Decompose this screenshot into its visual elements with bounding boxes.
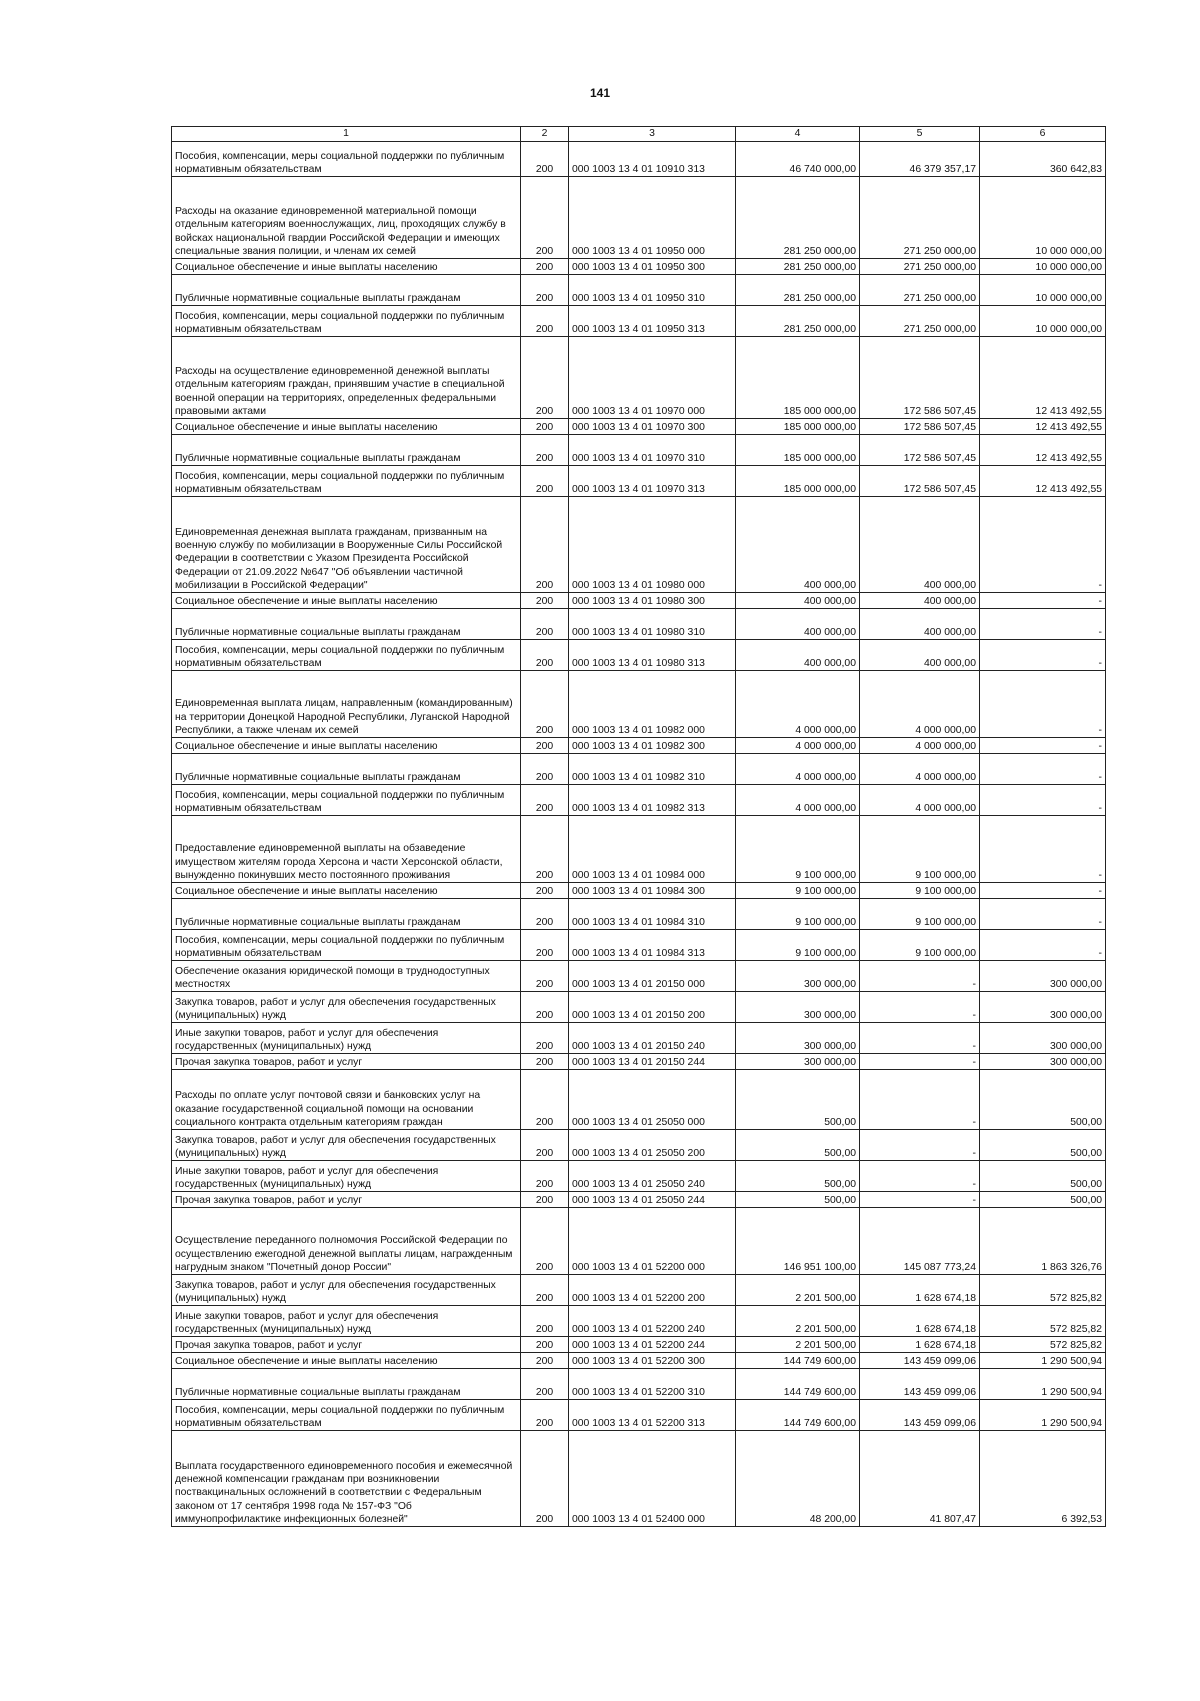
row-value-col6: 10 000 000,00: [980, 177, 1106, 259]
row-value-col5: -: [860, 1054, 980, 1070]
row-value-col5: 1 628 674,18: [860, 1337, 980, 1353]
row-value-col4: 9 100 000,00: [736, 883, 860, 899]
table-row: [172, 497, 1106, 593]
row-value-col4: 4 000 000,00: [736, 671, 860, 738]
table-row: [172, 883, 1106, 899]
row-budget-code: 000 1003 13 4 01 52200 200: [569, 1275, 736, 1306]
table-row: [172, 1431, 1106, 1527]
row-value-col4: 2 201 500,00: [736, 1275, 860, 1306]
row-budget-code: 000 1003 13 4 01 10984 313: [569, 930, 736, 961]
row-value-col4: 185 000 000,00: [736, 419, 860, 435]
row-value-col6: 10 000 000,00: [980, 306, 1106, 337]
row-admin-code: 200: [521, 1054, 569, 1070]
column-header-3: 3: [569, 127, 736, 142]
row-value-col6: -: [980, 593, 1106, 609]
row-value-col6: 12 413 492,55: [980, 419, 1106, 435]
row-budget-code: 000 1003 13 4 01 10970 300: [569, 419, 736, 435]
row-admin-code: 200: [521, 1208, 569, 1275]
row-value-col5: -: [860, 1023, 980, 1054]
row-value-col6: 10 000 000,00: [980, 275, 1106, 306]
row-admin-code: 200: [521, 337, 569, 419]
row-budget-code: 000 1003 13 4 01 10984 000: [569, 816, 736, 883]
row-name: Осуществление переданного полномочия Российской Федерации по осуществлению ежегодной денежной выплаты лицам, награжденным нагрудным знаком "Почетный донор России": [172, 1208, 521, 1275]
row-name: Публичные нормативные социальные выплаты гражданам: [172, 754, 521, 785]
row-value-col5: 9 100 000,00: [860, 930, 980, 961]
row-value-col6: -: [980, 671, 1106, 738]
row-value-col4: 500,00: [736, 1161, 860, 1192]
row-value-col5: 143 459 099,06: [860, 1400, 980, 1431]
row-budget-code: 000 1003 13 4 01 10980 000: [569, 497, 736, 593]
table-row: [172, 419, 1106, 435]
row-value-col5: 4 000 000,00: [860, 738, 980, 754]
row-admin-code: 200: [521, 259, 569, 275]
row-value-col6: 572 825,82: [980, 1306, 1106, 1337]
row-value-col4: 300 000,00: [736, 992, 860, 1023]
row-name: Расходы на оказание единовременной материальной помощи отдельным категориям военнослужащих, лиц, проходящих службу в войсках национальной гвардии Российской Федерации и имеющих специальные звания полиции, и членам их семей: [172, 177, 521, 259]
row-value-col6: -: [980, 785, 1106, 816]
row-name: Закупка товаров, работ и услуг для обеспечения государственных (муниципальных) нужд: [172, 1275, 521, 1306]
row-admin-code: 200: [521, 497, 569, 593]
row-value-col4: 9 100 000,00: [736, 816, 860, 883]
row-value-col4: 300 000,00: [736, 1023, 860, 1054]
row-value-col4: 4 000 000,00: [736, 785, 860, 816]
row-admin-code: 200: [521, 883, 569, 899]
row-budget-code: 000 1003 13 4 01 52200 244: [569, 1337, 736, 1353]
row-value-col6: 1 290 500,94: [980, 1400, 1106, 1431]
row-value-col5: 271 250 000,00: [860, 275, 980, 306]
table-row: [172, 1306, 1106, 1337]
row-budget-code: 000 1003 13 4 01 10950 313: [569, 306, 736, 337]
table-row: [172, 1161, 1106, 1192]
table-row: [172, 1023, 1106, 1054]
row-value-col5: 145 087 773,24: [860, 1208, 980, 1275]
row-value-col5: 4 000 000,00: [860, 785, 980, 816]
row-value-col6: 6 392,53: [980, 1431, 1106, 1527]
row-admin-code: 200: [521, 785, 569, 816]
row-name: Пособия, компенсации, меры социальной поддержки по публичным нормативным обязательствам: [172, 785, 521, 816]
row-admin-code: 200: [521, 738, 569, 754]
table-row: [172, 1070, 1106, 1130]
table-row: [172, 177, 1106, 259]
row-name: Социальное обеспечение и иные выплаты населению: [172, 593, 521, 609]
row-admin-code: 200: [521, 640, 569, 671]
budget-table: [171, 126, 1106, 1527]
row-budget-code: 000 1003 13 4 01 10970 310: [569, 435, 736, 466]
row-admin-code: 200: [521, 142, 569, 177]
row-value-col6: 10 000 000,00: [980, 259, 1106, 275]
row-admin-code: 200: [521, 275, 569, 306]
row-name: Расходы на осуществление единовременной денежной выплаты отдельным категориям граждан, принявшим участие в специальной военной операции на территориях, определенных федеральными правовыми актами: [172, 337, 521, 419]
table-row: [172, 466, 1106, 497]
row-admin-code: 200: [521, 1431, 569, 1527]
row-admin-code: 200: [521, 609, 569, 640]
row-admin-code: 200: [521, 961, 569, 992]
column-header-4: 4: [736, 127, 860, 142]
row-admin-code: 200: [521, 899, 569, 930]
row-value-col4: 400 000,00: [736, 640, 860, 671]
row-value-col5: 9 100 000,00: [860, 816, 980, 883]
row-value-col4: 4 000 000,00: [736, 738, 860, 754]
row-value-col6: 300 000,00: [980, 1054, 1106, 1070]
row-name: Прочая закупка товаров, работ и услуг: [172, 1054, 521, 1070]
row-value-col5: 41 807,47: [860, 1431, 980, 1527]
row-budget-code: 000 1003 13 4 01 25050 244: [569, 1192, 736, 1208]
row-value-col4: 2 201 500,00: [736, 1337, 860, 1353]
row-value-col6: -: [980, 609, 1106, 640]
row-admin-code: 200: [521, 754, 569, 785]
row-value-col4: 300 000,00: [736, 1054, 860, 1070]
row-value-col6: 300 000,00: [980, 961, 1106, 992]
row-admin-code: 200: [521, 177, 569, 259]
row-budget-code: 000 1003 13 4 01 10982 313: [569, 785, 736, 816]
page-number: 141: [589, 86, 611, 100]
row-value-col5: 271 250 000,00: [860, 306, 980, 337]
row-admin-code: 200: [521, 1070, 569, 1130]
row-value-col6: 500,00: [980, 1161, 1106, 1192]
table-row: [172, 1275, 1106, 1306]
table-row: [172, 1192, 1106, 1208]
row-name: Иные закупки товаров, работ и услуг для обеспечения государственных (муниципальных) нужд: [172, 1023, 521, 1054]
row-name: Иные закупки товаров, работ и услуг для обеспечения государственных (муниципальных) нужд: [172, 1161, 521, 1192]
row-name: Социальное обеспечение и иные выплаты населению: [172, 738, 521, 754]
row-value-col4: 185 000 000,00: [736, 337, 860, 419]
row-value-col6: 500,00: [980, 1070, 1106, 1130]
row-name: Социальное обеспечение и иные выплаты населению: [172, 259, 521, 275]
row-name: Пособия, компенсации, меры социальной поддержки по публичным нормативным обязательствам: [172, 306, 521, 337]
row-value-col6: -: [980, 883, 1106, 899]
row-name: Пособия, компенсации, меры социальной поддержки по публичным нормативным обязательствам: [172, 1400, 521, 1431]
table-row: [172, 275, 1106, 306]
row-admin-code: 200: [521, 466, 569, 497]
row-admin-code: 200: [521, 1400, 569, 1431]
row-value-col4: 146 951 100,00: [736, 1208, 860, 1275]
row-admin-code: 200: [521, 419, 569, 435]
table-row: [172, 609, 1106, 640]
row-name: Публичные нормативные социальные выплаты гражданам: [172, 275, 521, 306]
row-value-col4: 144 749 600,00: [736, 1400, 860, 1431]
row-value-col5: 4 000 000,00: [860, 671, 980, 738]
table-row: [172, 1353, 1106, 1369]
row-value-col5: 400 000,00: [860, 609, 980, 640]
table-row: [172, 754, 1106, 785]
table-row: [172, 1400, 1106, 1431]
row-value-col5: 172 586 507,45: [860, 337, 980, 419]
row-budget-code: 000 1003 13 4 01 25050 240: [569, 1161, 736, 1192]
column-header-2: 2: [521, 127, 569, 142]
table-row: [172, 930, 1106, 961]
table-row: [172, 337, 1106, 419]
row-value-col5: -: [860, 1161, 980, 1192]
table-row: [172, 259, 1106, 275]
row-value-col4: 281 250 000,00: [736, 259, 860, 275]
table-row: [172, 738, 1106, 754]
row-value-col4: 400 000,00: [736, 609, 860, 640]
row-value-col6: 12 413 492,55: [980, 337, 1106, 419]
row-budget-code: 000 1003 13 4 01 20150 000: [569, 961, 736, 992]
row-value-col5: 400 000,00: [860, 593, 980, 609]
row-value-col6: 12 413 492,55: [980, 466, 1106, 497]
row-value-col6: 572 825,82: [980, 1337, 1106, 1353]
row-budget-code: 000 1003 13 4 01 10910 313: [569, 142, 736, 177]
row-value-col4: 9 100 000,00: [736, 930, 860, 961]
row-budget-code: 000 1003 13 4 01 52200 000: [569, 1208, 736, 1275]
row-value-col6: -: [980, 738, 1106, 754]
row-admin-code: 200: [521, 671, 569, 738]
row-budget-code: 000 1003 13 4 01 20150 200: [569, 992, 736, 1023]
row-value-col5: 1 628 674,18: [860, 1275, 980, 1306]
row-value-col5: 9 100 000,00: [860, 899, 980, 930]
row-name: Публичные нормативные социальные выплаты гражданам: [172, 435, 521, 466]
row-value-col5: -: [860, 992, 980, 1023]
row-budget-code: 000 1003 13 4 01 10950 000: [569, 177, 736, 259]
row-value-col4: 281 250 000,00: [736, 275, 860, 306]
table-row: [172, 1208, 1106, 1275]
row-budget-code: 000 1003 13 4 01 52200 310: [569, 1369, 736, 1400]
row-budget-code: 000 1003 13 4 01 10950 300: [569, 259, 736, 275]
row-value-col4: 2 201 500,00: [736, 1306, 860, 1337]
table-row: [172, 1130, 1106, 1161]
row-admin-code: 200: [521, 1275, 569, 1306]
row-value-col4: 9 100 000,00: [736, 899, 860, 930]
row-admin-code: 200: [521, 1130, 569, 1161]
row-value-col4: 500,00: [736, 1130, 860, 1161]
row-value-col4: 48 200,00: [736, 1431, 860, 1527]
row-value-col4: 500,00: [736, 1070, 860, 1130]
table-row: [172, 1054, 1106, 1070]
row-value-col5: 4 000 000,00: [860, 754, 980, 785]
row-value-col5: -: [860, 1070, 980, 1130]
row-name: Пособия, компенсации, меры социальной поддержки по публичным нормативным обязательствам: [172, 930, 521, 961]
row-name: Расходы по оплате услуг почтовой связи и банковских услуг на оказание государственной социальной помощи на основании социального контракта отдельным категориям граждан: [172, 1070, 521, 1130]
row-name: Публичные нормативные социальные выплаты гражданам: [172, 609, 521, 640]
table-row: [172, 1369, 1106, 1400]
row-value-col5: 400 000,00: [860, 497, 980, 593]
row-value-col5: 172 586 507,45: [860, 466, 980, 497]
row-name: Иные закупки товаров, работ и услуг для обеспечения государственных (муниципальных) нужд: [172, 1306, 521, 1337]
row-value-col6: -: [980, 754, 1106, 785]
row-admin-code: 200: [521, 1023, 569, 1054]
row-admin-code: 200: [521, 1161, 569, 1192]
row-value-col4: 4 000 000,00: [736, 754, 860, 785]
row-name: Пособия, компенсации, меры социальной поддержки по публичным нормативным обязательствам: [172, 142, 521, 177]
row-budget-code: 000 1003 13 4 01 10982 300: [569, 738, 736, 754]
table-row: [172, 899, 1106, 930]
row-admin-code: 200: [521, 435, 569, 466]
row-value-col4: 400 000,00: [736, 497, 860, 593]
row-value-col6: -: [980, 497, 1106, 593]
row-name: Социальное обеспечение и иные выплаты населению: [172, 419, 521, 435]
row-budget-code: 000 1003 13 4 01 10984 300: [569, 883, 736, 899]
row-budget-code: 000 1003 13 4 01 10984 310: [569, 899, 736, 930]
row-value-col4: 144 749 600,00: [736, 1369, 860, 1400]
row-value-col6: -: [980, 816, 1106, 883]
row-value-col6: -: [980, 930, 1106, 961]
row-budget-code: 000 1003 13 4 01 10980 313: [569, 640, 736, 671]
row-name: Пособия, компенсации, меры социальной поддержки по публичным нормативным обязательствам: [172, 466, 521, 497]
row-value-col6: 300 000,00: [980, 992, 1106, 1023]
row-budget-code: 000 1003 13 4 01 10970 313: [569, 466, 736, 497]
table-row: [172, 640, 1106, 671]
row-name: Выплата государственного единовременного пособия и ежемесячной денежной компенсации гражданам при возникновении поствакцинальных осложнений в соответствии с Федеральным законом от 17 сентября 1998 года № 157-ФЗ "Об иммунопрофилактике инфекционных болезней": [172, 1431, 521, 1527]
column-header-5: 5: [860, 127, 980, 142]
row-name: Предоставление единовременной выплаты на обзаведение имуществом жителям города Херсона и части Херсонской области, вынужденно покинувших место постоянного проживания: [172, 816, 521, 883]
row-value-col5: 9 100 000,00: [860, 883, 980, 899]
row-value-col5: -: [860, 1130, 980, 1161]
row-value-col4: 300 000,00: [736, 961, 860, 992]
row-value-col6: -: [980, 899, 1106, 930]
table-row: [172, 992, 1106, 1023]
row-budget-code: 000 1003 13 4 01 10982 000: [569, 671, 736, 738]
row-name: Прочая закупка товаров, работ и услуг: [172, 1337, 521, 1353]
row-value-col5: 46 379 357,17: [860, 142, 980, 177]
table-row: [172, 961, 1106, 992]
row-name: Социальное обеспечение и иные выплаты населению: [172, 883, 521, 899]
row-budget-code: 000 1003 13 4 01 52400 000: [569, 1431, 736, 1527]
row-value-col4: 185 000 000,00: [736, 466, 860, 497]
row-value-col6: 360 642,83: [980, 142, 1106, 177]
row-value-col6: 12 413 492,55: [980, 435, 1106, 466]
table-row: [172, 816, 1106, 883]
table-row: [172, 435, 1106, 466]
row-value-col5: 172 586 507,45: [860, 419, 980, 435]
table-row: [172, 785, 1106, 816]
row-admin-code: 200: [521, 992, 569, 1023]
row-budget-code: 000 1003 13 4 01 52200 300: [569, 1353, 736, 1369]
row-budget-code: 000 1003 13 4 01 10970 000: [569, 337, 736, 419]
row-value-col4: 185 000 000,00: [736, 435, 860, 466]
row-budget-code: 000 1003 13 4 01 10980 310: [569, 609, 736, 640]
row-admin-code: 200: [521, 306, 569, 337]
row-value-col5: 1 628 674,18: [860, 1306, 980, 1337]
column-header-1: 1: [172, 127, 521, 142]
row-budget-code: 000 1003 13 4 01 52200 240: [569, 1306, 736, 1337]
row-value-col6: 572 825,82: [980, 1275, 1106, 1306]
row-value-col4: 400 000,00: [736, 593, 860, 609]
row-name: Пособия, компенсации, меры социальной поддержки по публичным нормативным обязательствам: [172, 640, 521, 671]
row-admin-code: 200: [521, 1337, 569, 1353]
row-admin-code: 200: [521, 1369, 569, 1400]
row-budget-code: 000 1003 13 4 01 20150 244: [569, 1054, 736, 1070]
row-name: Обеспечение оказания юридической помощи в труднодоступных местностях: [172, 961, 521, 992]
row-value-col5: -: [860, 1192, 980, 1208]
table-row: [172, 1337, 1106, 1353]
row-value-col5: -: [860, 961, 980, 992]
row-value-col6: -: [980, 640, 1106, 671]
row-value-col6: 300 000,00: [980, 1023, 1106, 1054]
row-value-col4: 281 250 000,00: [736, 306, 860, 337]
table-row: [172, 306, 1106, 337]
row-value-col6: 1 290 500,94: [980, 1353, 1106, 1369]
row-name: Закупка товаров, работ и услуг для обеспечения государственных (муниципальных) нужд: [172, 1130, 521, 1161]
row-admin-code: 200: [521, 1353, 569, 1369]
row-budget-code: 000 1003 13 4 01 52200 313: [569, 1400, 736, 1431]
table-row: [172, 671, 1106, 738]
row-value-col6: 1 290 500,94: [980, 1369, 1106, 1400]
row-budget-code: 000 1003 13 4 01 10980 300: [569, 593, 736, 609]
column-header-6: 6: [980, 127, 1106, 142]
row-admin-code: 200: [521, 593, 569, 609]
row-admin-code: 200: [521, 1192, 569, 1208]
row-budget-code: 000 1003 13 4 01 10982 310: [569, 754, 736, 785]
row-name: Единовременная денежная выплата гражданам, призванным на военную службу по мобилизации в Вооруженные Силы Российской Федерации в соответствии с Указом Президента Российской Федерации от 21.09.2022 №647 "Об объявлении частичной мобилизации в Российской Федерации": [172, 497, 521, 593]
row-value-col5: 143 459 099,06: [860, 1369, 980, 1400]
row-budget-code: 000 1003 13 4 01 25050 000: [569, 1070, 736, 1130]
row-admin-code: 200: [521, 816, 569, 883]
row-name: Публичные нормативные социальные выплаты гражданам: [172, 899, 521, 930]
table-row: [172, 593, 1106, 609]
row-name: Закупка товаров, работ и услуг для обеспечения государственных (муниципальных) нужд: [172, 992, 521, 1023]
row-name: Социальное обеспечение и иные выплаты населению: [172, 1353, 521, 1369]
row-value-col6: 500,00: [980, 1192, 1106, 1208]
table-row: [172, 142, 1106, 177]
row-name: Публичные нормативные социальные выплаты гражданам: [172, 1369, 521, 1400]
row-admin-code: 200: [521, 1306, 569, 1337]
row-value-col5: 271 250 000,00: [860, 259, 980, 275]
row-name: Прочая закупка товаров, работ и услуг: [172, 1192, 521, 1208]
row-value-col5: 271 250 000,00: [860, 177, 980, 259]
row-budget-code: 000 1003 13 4 01 25050 200: [569, 1130, 736, 1161]
row-value-col6: 1 863 326,76: [980, 1208, 1106, 1275]
row-value-col5: 400 000,00: [860, 640, 980, 671]
row-value-col4: 500,00: [736, 1192, 860, 1208]
row-value-col4: 281 250 000,00: [736, 177, 860, 259]
row-name: Единовременная выплата лицам, направленным (командированным) на территории Донецкой Народной Республики, Луганской Народной Республики, а также членам их семей: [172, 671, 521, 738]
row-value-col4: 46 740 000,00: [736, 142, 860, 177]
row-admin-code: 200: [521, 930, 569, 961]
row-value-col5: 143 459 099,06: [860, 1353, 980, 1369]
table-body: [172, 142, 1106, 1527]
row-value-col4: 144 749 600,00: [736, 1353, 860, 1369]
row-budget-code: 000 1003 13 4 01 10950 310: [569, 275, 736, 306]
row-value-col6: 500,00: [980, 1130, 1106, 1161]
column-number-header-row: [172, 127, 1106, 142]
row-value-col5: 172 586 507,45: [860, 435, 980, 466]
row-budget-code: 000 1003 13 4 01 20150 240: [569, 1023, 736, 1054]
